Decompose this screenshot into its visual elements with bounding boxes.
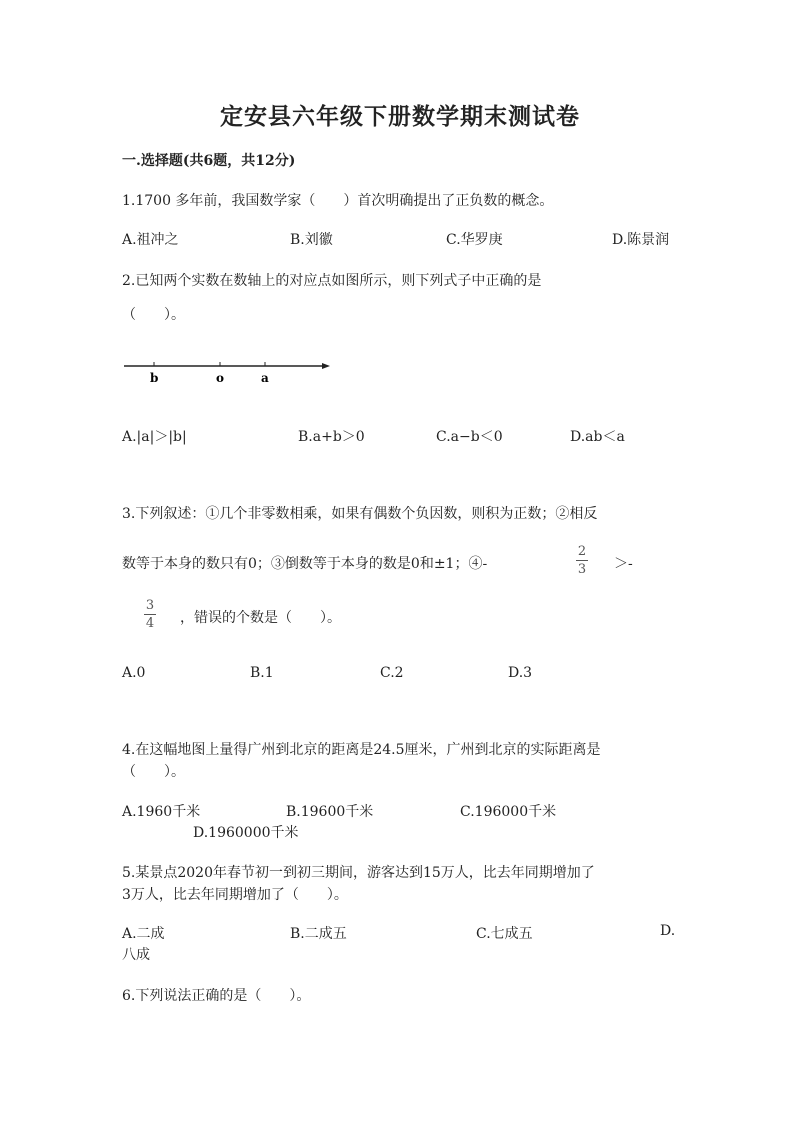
number-line-arrow-icon: [322, 363, 330, 369]
axis-label-b: b: [150, 371, 159, 385]
q3-option-c[interactable]: C.2: [380, 665, 404, 681]
q2-option-d[interactable]: D.ab＜a: [570, 429, 625, 445]
q4-option-b[interactable]: B.19600千米: [286, 804, 374, 820]
q4-option-c[interactable]: C.196000千米: [460, 804, 557, 820]
question-6-stem: 6.下列说法正确的是（ ）。: [122, 988, 311, 1004]
q5-option-c[interactable]: C.七成五: [476, 926, 533, 942]
q2-option-b[interactable]: B.a+b＞0: [298, 429, 365, 445]
fraction-bar: [144, 614, 156, 615]
question-1-stem: 1.1700 多年前，我国数学家（ ）首次明确提出了正负数的概念。: [122, 193, 554, 209]
axis-label-o: o: [216, 371, 225, 385]
fraction-numerator: 3: [145, 598, 155, 613]
q3-option-a[interactable]: A.0: [122, 665, 146, 681]
question-2-stem-line2: （ ）。: [122, 307, 185, 323]
number-line-figure: [120, 355, 340, 387]
question-3-stem-line3: ，错误的个数是（ ）。: [180, 610, 341, 626]
q5-option-b[interactable]: B.二成五: [290, 926, 347, 942]
q1-option-a[interactable]: A.祖冲之: [122, 232, 179, 248]
fraction-three-quarters: [144, 598, 156, 631]
question-5-stem-line1: 5.某景点2020年春节初一到初三期间，游客达到15万人，比去年同期增加了: [122, 865, 595, 881]
axis-label-a: a: [261, 371, 269, 385]
q2-option-c[interactable]: C.a−b＜0: [436, 429, 503, 445]
q1-option-b[interactable]: B.刘徽: [290, 232, 333, 248]
q5-option-d-text[interactable]: 八成: [122, 947, 150, 963]
question-3-stem-line2a: 数等于本身的数只有0；③倒数等于本身的数是0和±1；④-: [122, 556, 488, 572]
fraction-denominator: 3: [577, 562, 587, 577]
fraction-bar: [576, 560, 588, 561]
q4-option-d[interactable]: D.1960000千米: [193, 825, 299, 841]
question-3-stem-line1: 3.下列叙述：①几个非零数相乘，如果有偶数个负因数，则积为正数；②相反: [122, 506, 598, 522]
q5-option-d[interactable]: D.: [660, 923, 676, 939]
q3-option-b[interactable]: B.1: [250, 665, 274, 681]
q3-option-d[interactable]: D.3: [508, 665, 533, 681]
fraction-numerator: 2: [577, 544, 587, 559]
q1-option-d[interactable]: D.陈景润: [612, 232, 670, 248]
fraction-denominator: 4: [145, 616, 155, 631]
page-title: 定安县六年级下册数学期末测试卷: [220, 103, 580, 130]
q5-option-a[interactable]: A.二成: [122, 926, 165, 942]
q1-option-c[interactable]: C.华罗庚: [446, 232, 503, 248]
fraction-two-thirds: [576, 544, 588, 577]
question-3-stem-line2b: ＞-: [614, 556, 633, 572]
question-4-stem-line1: 4.在这幅地图上量得广州到北京的距离是24.5厘米，广州到北京的实际距离是: [122, 742, 601, 758]
question-5-stem-line2: 3万人，比去年同期增加了（ ）。: [122, 887, 348, 903]
question-2-stem-line1: 2.已知两个实数在数轴上的对应点如图所示，则下列式子中正确的是: [122, 273, 542, 289]
question-4-stem-line2: （ ）。: [122, 764, 185, 780]
section-heading: 一.选择题(共6题，共12分): [122, 153, 296, 169]
q4-option-a[interactable]: A.1960千米: [122, 804, 201, 820]
q2-option-a[interactable]: A.|a|＞|b|: [122, 429, 187, 445]
